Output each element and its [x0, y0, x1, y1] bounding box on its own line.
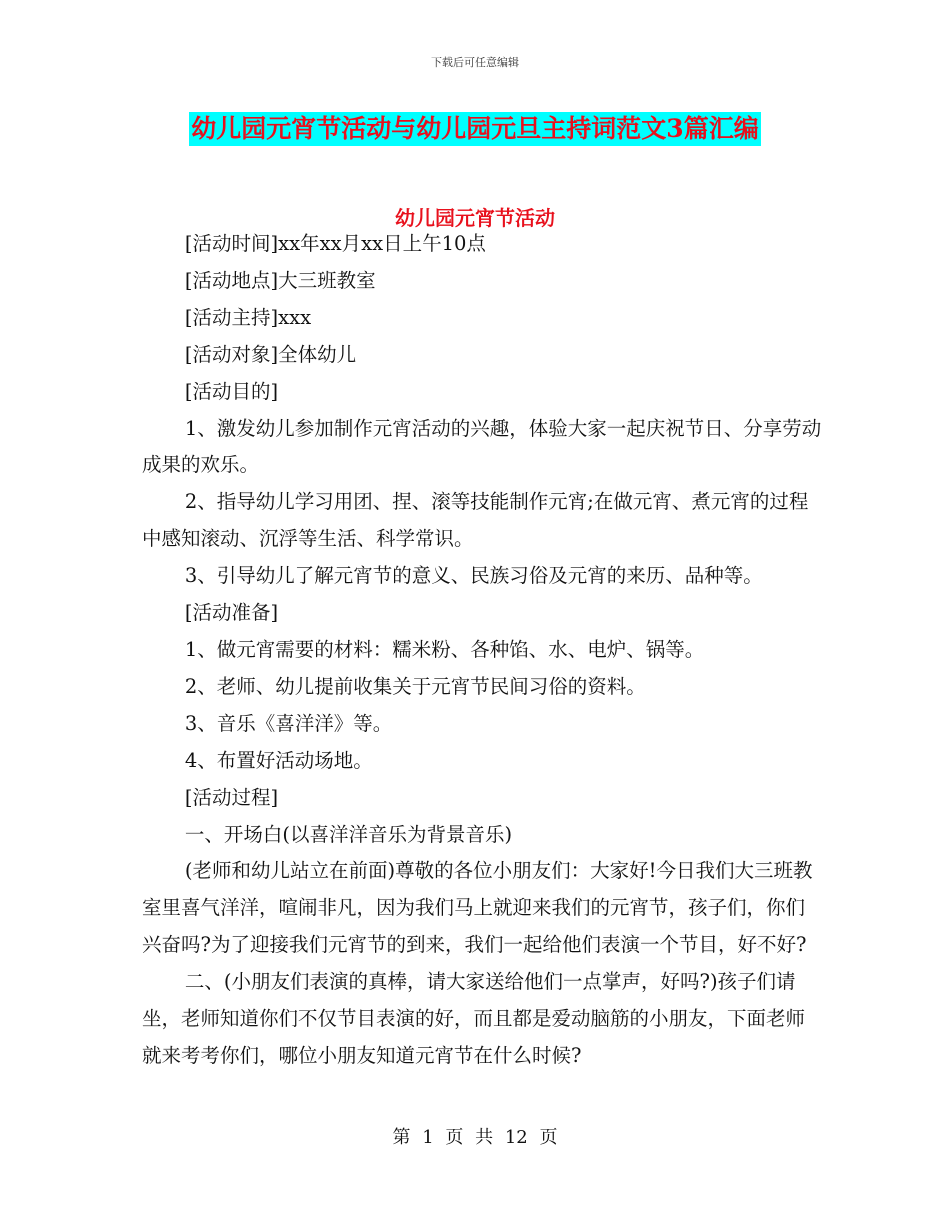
header-note: 下载后可任意编辑	[431, 56, 519, 69]
document-body	[142, 226, 822, 1075]
paragraph-activity-goals-heading: [活动目的]	[184, 379, 279, 403]
paragraph-process-heading: [活动过程]	[184, 785, 279, 809]
paragraph-preparation-4: 4、布置好活动场地。	[184, 748, 373, 772]
document-title: 幼儿园元宵节活动与幼儿园元旦主持词范文3篇汇编	[189, 112, 760, 146]
paragraph-preparation-2: 2、老师、幼儿提前收集关于元宵节民间习俗的资料。	[184, 674, 646, 698]
paragraph-preparation-heading: [活动准备]	[184, 601, 279, 625]
paragraph-goal-3: 3、引导幼儿了解元宵节的意义、民族习俗及元宵的来历、品种等。	[184, 564, 763, 588]
paragraph-activity-audience: [活动对象]全体幼儿	[184, 342, 357, 366]
paragraph-preparation-1: 1、做元宵需要的材料：糯米粉、各种馅、水、电炉、锅等。	[184, 637, 705, 661]
paragraph-activity-host: [活动主持]xxx	[184, 305, 312, 329]
paragraph-goal-1: 1、激发幼儿参加制作元宵活动的兴趣，体验大家一起庆祝节日、分享劳动成果的欢乐。	[142, 416, 822, 477]
page-footer: 第 1 页 共 12 页	[392, 1127, 558, 1148]
paragraph-process-opening: (老师和幼儿站立在前面)尊敬的各位小朋友们：大家好!今日我们大三班教室里喜气洋洋，喧闹非凡，因为我们马上就迎来我们的元宵节，孩子们，你们兴奋吗?为了迎接我们元宵节的到来，我们一起给他们表演一个节目，好不好?	[142, 859, 813, 957]
paragraph-goal-2: 2、指导幼儿学习用团、捏、滚等技能制作元宵;在做元宵、煮元宵的过程中感知滚动、沉浮等生活、科学常识。	[142, 490, 809, 551]
document-title-container	[0, 112, 950, 146]
paragraph-process-2: 二、(小朋友们表演的真棒，请大家送给他们一点掌声，好吗?)孩子们请坐，老师知道你们不仅节目表演的好，而且都是爱动脑筋的小朋友，下面老师就来考考你们，哪位小朋友知道元宵节在什么时候?	[142, 970, 806, 1067]
paragraph-process-1: 一、开场白(以喜洋洋音乐为背景音乐)	[184, 822, 513, 846]
paragraph-activity-location: [活动地点]大三班教室	[184, 268, 376, 292]
paragraph-activity-time: [活动时间]xx年xx月xx日上午10点	[184, 232, 486, 255]
section-title: 幼儿园元宵节活动	[395, 206, 555, 230]
paragraph-preparation-3: 3、音乐《喜洋洋》等。	[184, 711, 393, 735]
